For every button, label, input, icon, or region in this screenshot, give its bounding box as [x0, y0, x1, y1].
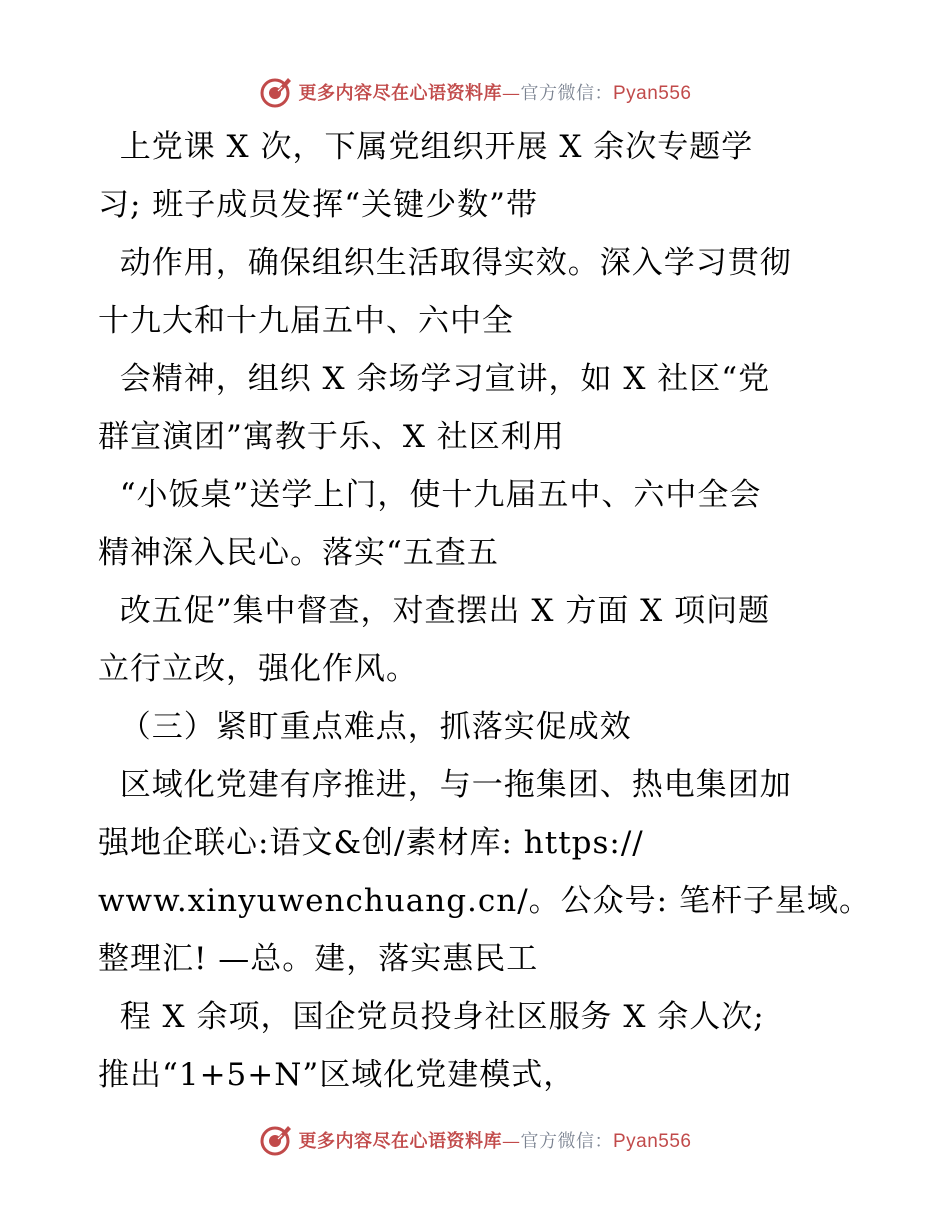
text-line: 推出“1+5+N”区域化党建模式， [98, 1057, 576, 1093]
banner-wechat-id: Pyan556 [612, 83, 692, 104]
text-line: 会精神，组织 X 余场学习宣讲，如 X 社区“党 [98, 361, 771, 397]
banner-wechat-label: 官方微信： [520, 1131, 613, 1152]
text-line: 改五促”集中督查，对查摆出 X 方面 X 项问题 [98, 593, 771, 629]
quill-logo-icon [258, 74, 294, 110]
banner-dash: — [501, 83, 521, 104]
section-heading: （三）紧盯重点难点，抓落实促成效 [98, 709, 632, 745]
document-body [98, 118, 898, 1104]
text-line: “小饭桌”送学上门，使十九届五中、六中全会 [98, 477, 762, 513]
text-line: 群宣演团”寓教于乐、X 社区利用 [98, 419, 565, 455]
text-line: 精神深入民心。落实“五查五 [98, 535, 499, 571]
banner-wechat-id: Pyan556 [612, 1131, 692, 1152]
text-line: 区域化党建有序推进，与一拖集团、热电集团加 [98, 767, 792, 803]
text-line: 程 X 余项，国企党员投身社区服务 X 余人次; [98, 999, 765, 1035]
banner-main-text: 更多内容尽在心语资料库 [298, 1131, 502, 1152]
text-line: 十九大和十九届五中、六中全 [98, 303, 514, 339]
text-line: 立行立改，强化作风。 [98, 651, 418, 687]
banner-main-text: 更多内容尽在心语资料库 [298, 83, 502, 104]
text-line: 上党课 X 次，下属党组织开展 X 余次专题学 [98, 129, 754, 165]
banner-wechat-label: 官方微信： [520, 83, 613, 104]
text-line: 习; 班子成员发挥“关键少数”带 [98, 187, 538, 223]
text-line: www.xinyuwenchuang.cn/。公众号: 笔杆子星域。 [98, 883, 871, 919]
footer-watermark-banner [0, 1120, 950, 1160]
banner-text [298, 79, 691, 105]
text-line: 强地企联心:语文&创/素材库: https:// [98, 825, 644, 861]
header-watermark-banner [0, 72, 950, 112]
banner-text [298, 1127, 691, 1153]
banner-dash: — [501, 1131, 521, 1152]
text-line: 动作用，确保组织生活取得实效。深入学习贯彻 [98, 245, 792, 281]
text-line: 整理汇! —总。建，落实惠民工 [98, 941, 539, 977]
quill-logo-icon [258, 1122, 294, 1158]
